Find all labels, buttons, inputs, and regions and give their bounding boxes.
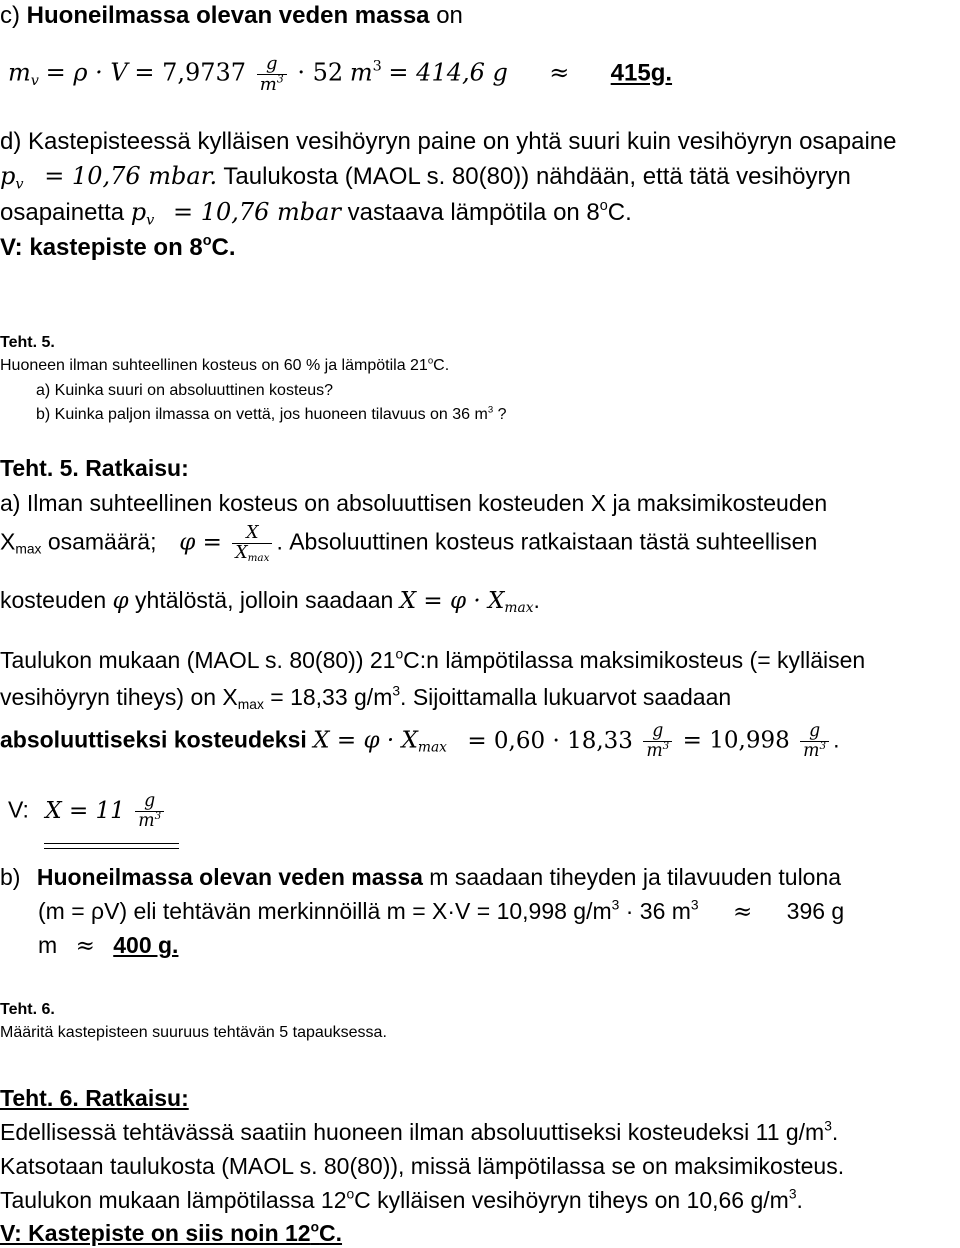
xmax-sub-2: max bbox=[237, 697, 264, 713]
solution5-b-line2-sup: 3 bbox=[611, 897, 620, 913]
task5-question-b-end: ? bbox=[493, 406, 507, 423]
solution5-table-line2-rest: . Sijoittamalla lukuarvot saadaan bbox=[400, 684, 732, 710]
solution5-table-line2 bbox=[0, 684, 731, 711]
solution5-a-line2-rest: . Absoluuttinen kosteus ratkaistaan tästä suhteellisen bbox=[276, 528, 818, 555]
x-equation-sub: max bbox=[504, 600, 534, 617]
solution6-line3 bbox=[0, 1187, 803, 1214]
answer-underline-bottom bbox=[44, 848, 179, 849]
task6-title: Teht. 6. bbox=[0, 1001, 55, 1018]
phi-fraction-num: X bbox=[232, 524, 272, 544]
abs-eq-lhs-sub: max bbox=[417, 739, 447, 756]
eq-unit-num: g bbox=[257, 54, 287, 75]
solution5-b-answer: 400 g. bbox=[113, 932, 179, 958]
task6-text: Määritä kastepisteen suuruus tehtävän 5 tapauksessa. bbox=[0, 1024, 387, 1041]
part-d-line3-end: C. bbox=[607, 199, 632, 226]
answer-unit-den: m bbox=[138, 810, 155, 831]
part-d-line1: d) Kastepisteessä kylläisen vesihöyryn paine on yhtä suuri kuin vesihöyryn osapaine bbox=[0, 128, 897, 155]
task5-text-body: Huoneen ilman suhteellinen kosteus on 60 % ja lämpötila 21 bbox=[0, 357, 428, 374]
eq-unit-fraction bbox=[257, 54, 287, 95]
approx-symbol: ≈ bbox=[733, 899, 753, 925]
answer-equation: X = 11 bbox=[45, 797, 125, 824]
solution5-a-line2 bbox=[0, 524, 817, 563]
xmax-var: X bbox=[0, 528, 16, 555]
xmax-value: = 18,33 g/m bbox=[263, 684, 393, 710]
solution5-b-label: b) bbox=[0, 864, 21, 890]
approx-symbol: ≈ bbox=[75, 933, 95, 959]
eq-result: 414,6 g bbox=[416, 58, 508, 87]
abs-unit-den-sup-2: 3 bbox=[819, 739, 827, 752]
part-c-label: c) bbox=[0, 2, 20, 29]
task5-title: Teht. 5. bbox=[0, 334, 55, 351]
phi-fraction-den: X bbox=[235, 542, 248, 563]
xmax-value-sup: 3 bbox=[392, 683, 401, 699]
pv-value-2: = 10,76 mbar bbox=[172, 198, 341, 226]
solution6-line1 bbox=[0, 1119, 838, 1146]
task5-text-end: C. bbox=[433, 357, 450, 374]
abs-eq-values: = 0,60 · 18,33 bbox=[467, 727, 633, 754]
abs-eq-end: . bbox=[833, 726, 840, 753]
answer-label: V: bbox=[8, 796, 29, 823]
part-c-heading-suffix: on bbox=[436, 2, 463, 29]
solution5-abs-line bbox=[0, 722, 839, 761]
part-d-answer-text: V: kastepiste on 8 bbox=[0, 234, 203, 261]
phi-fraction bbox=[232, 524, 272, 563]
solution5-a-line1: a) Ilman suhteellinen kosteus on absoluuttisen kosteuden X ja maksimikosteuden bbox=[0, 490, 828, 516]
solution5-b-line2-text: (m = ρV) eli tehtävän merkinnöillä m = X·V = 10,998 g/m bbox=[38, 898, 612, 924]
solution5-a-line3-text2: yhtälöstä, jolloin saadaan bbox=[135, 587, 394, 613]
degree-sign: o bbox=[395, 646, 404, 662]
part-d-answer bbox=[0, 234, 236, 262]
pv-sub: v bbox=[15, 176, 24, 193]
phi-symbol: φ bbox=[112, 588, 129, 614]
solution6-answer-text: V: Kastepiste on siis noin 12 bbox=[0, 1220, 311, 1246]
solution5-b-line2-mid: · 36 m bbox=[619, 898, 691, 924]
degree-sign: o bbox=[202, 232, 212, 249]
answer-underline-top bbox=[44, 843, 179, 844]
task5-question-b-text: b) Kuinka paljon ilmassa on vettä, jos huoneen tilavuus on 36 m bbox=[36, 406, 488, 423]
solution6-answer-end: C. bbox=[319, 1220, 343, 1246]
solution5-title: Teht. 5. Ratkaisu: bbox=[0, 455, 189, 481]
abs-unit-den: m bbox=[646, 740, 663, 761]
solution5-b-line3 bbox=[38, 932, 178, 959]
solution5-b-line2-sup2: 3 bbox=[690, 897, 699, 913]
eq-density-value: 7,9737 bbox=[162, 58, 247, 87]
solution6-line3-rest: C kylläisen vesihöyryn tiheys on 10,66 g/m bbox=[354, 1187, 789, 1213]
xmax-sub: max bbox=[15, 541, 42, 557]
phi-fraction-den-sub: max bbox=[247, 552, 270, 565]
task5-text bbox=[0, 357, 449, 375]
degree-sign: o bbox=[427, 355, 434, 367]
eq-volume-unit: m bbox=[349, 58, 373, 87]
solution6-line3-sup: 3 bbox=[788, 1186, 797, 1202]
degree-sign: o bbox=[599, 197, 608, 214]
x-equation: X = φ · X bbox=[399, 588, 505, 614]
solution6-line3-end: . bbox=[796, 1187, 803, 1213]
solution6-line1-end: . bbox=[831, 1119, 839, 1145]
part-d-line2 bbox=[0, 162, 851, 191]
task5-question-b bbox=[36, 406, 507, 424]
solution5-b-line3-start: m bbox=[38, 932, 58, 958]
part-d-line3-text: osapainetta bbox=[0, 199, 125, 226]
degree-sign: o bbox=[346, 1186, 355, 1202]
eq-unit-den: m bbox=[259, 73, 277, 95]
part-d-line2-text: Taulukosta (MAOL s. 80(80)) nähdään, että tätä vesihöyryn bbox=[223, 163, 851, 190]
abs-unit-fraction-2 bbox=[800, 722, 829, 761]
solution6-answer bbox=[0, 1220, 342, 1247]
solution5-answer bbox=[8, 792, 168, 831]
solution5-table-line2-text: vesihöyryn tiheys) on X bbox=[0, 684, 238, 710]
eq-mass-var: m bbox=[8, 58, 31, 87]
part-c-heading bbox=[0, 2, 463, 30]
solution6-line1-sup: 3 bbox=[824, 1118, 832, 1134]
pv-var-2: p bbox=[130, 198, 147, 226]
part-d-line3 bbox=[0, 198, 632, 227]
answer-unit-den-sup: 3 bbox=[154, 809, 162, 822]
answer-unit-fraction bbox=[135, 792, 164, 831]
eq-unit-den-sup: 3 bbox=[276, 72, 284, 86]
solution5-table-line1-text: Taulukon mukaan (MAOL s. 80(80)) 21 bbox=[0, 647, 396, 673]
abs-unit-num-2: g bbox=[800, 722, 829, 742]
solution5-b-line2-end: 396 g bbox=[786, 898, 845, 924]
abs-unit-den-sup: 3 bbox=[662, 739, 670, 752]
task5-question-a: a) Kuinka suuri on absoluuttinen kosteus? bbox=[36, 382, 334, 399]
solution5-b-line2 bbox=[38, 898, 844, 925]
solution5-b-rest: m saadaan tiheyden ja tilavuuden tulona bbox=[422, 864, 842, 890]
abs-eq-lhs: X = φ · X bbox=[313, 727, 418, 754]
abs-unit-fraction bbox=[643, 722, 672, 761]
solution6-line3-text: Taulukon mukaan lämpötilassa 12 bbox=[0, 1187, 347, 1213]
solution5-a-line3-text1: kosteuden bbox=[0, 587, 107, 613]
solution6-line2: Katsotaan taulukosta (MAOL s. 80(80)), missä lämpötilassa se on maksimikosteus. bbox=[0, 1153, 845, 1179]
approx-symbol: ≈ bbox=[549, 58, 570, 87]
eq-rho-v: ρ · V bbox=[73, 58, 128, 87]
part-d-line3-suffix: vastaava lämpötila on 8 bbox=[347, 199, 600, 226]
eq-volume: · 52 bbox=[297, 58, 344, 87]
abs-eq-result: = 10,998 bbox=[682, 727, 790, 754]
degree-sign: o bbox=[310, 1219, 320, 1235]
eq-mass-sub: v bbox=[30, 72, 39, 89]
phi-equation: φ = bbox=[179, 529, 222, 556]
solution5-table-line1 bbox=[0, 647, 865, 674]
part-c-equation: $m_v = \rho \cdot V = 7,9737$ $\frac{g}{m^3}$ · 52 $m^3 = 414,6$ g ≈ 415g. bbox=[8, 53, 673, 95]
part-d-answer-end: C. bbox=[211, 234, 236, 261]
solution6-line1-text: Edellisessä tehtävässä saatiin huoneen ilman absoluuttiseksi kosteudeksi 11 g/m bbox=[0, 1119, 825, 1145]
eq-volume-unit-sup: 3 bbox=[372, 58, 382, 75]
answer-unit-num: g bbox=[135, 792, 164, 812]
solution5-table-line1-rest: C:n lämpötilassa maksimikosteus (= kylläisen bbox=[403, 647, 866, 673]
pv-sub-2: v bbox=[146, 212, 155, 229]
abs-unit-den-2: m bbox=[803, 740, 820, 761]
solution5-b-line1 bbox=[0, 864, 841, 891]
task5-question-b-sup: 3 bbox=[487, 404, 494, 416]
solution6-title: Teht. 6. Ratkaisu: bbox=[0, 1085, 189, 1111]
solution5-a-line3 bbox=[0, 587, 540, 617]
solution5-b-bold: Huoneilmassa olevan veden massa bbox=[36, 864, 423, 890]
pv-value: = 10,76 mbar. bbox=[44, 162, 218, 190]
solution5-a-line2-text: osamäärä; bbox=[47, 528, 157, 555]
part-c-final-answer: 415g. bbox=[610, 59, 673, 87]
abs-unit-num: g bbox=[643, 722, 672, 742]
solution5-a-line3-end: . bbox=[533, 587, 540, 613]
part-c-heading-bold: Huoneilmassa olevan veden massa bbox=[26, 2, 430, 29]
abs-humidity-label: absoluuttiseksi kosteudeksi bbox=[0, 726, 307, 753]
pv-var: p bbox=[0, 162, 16, 190]
